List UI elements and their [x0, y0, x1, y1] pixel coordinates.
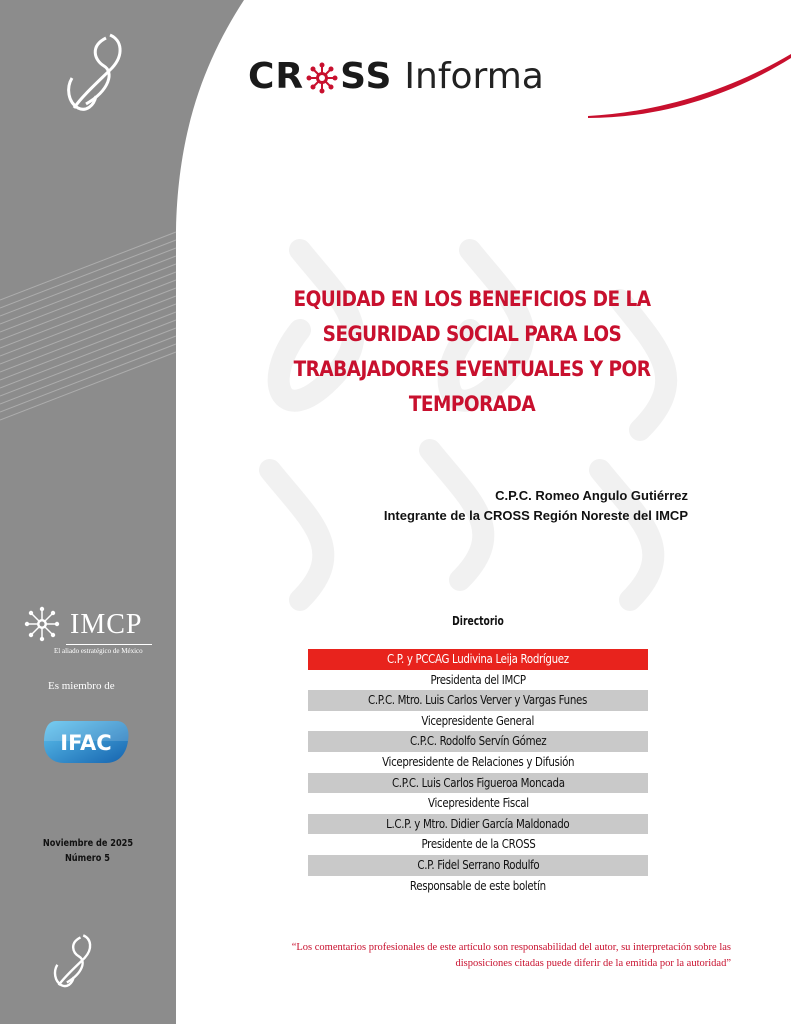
directory-entry-position: [308, 793, 648, 814]
entry-name-text: C.P.C. Mtro. Luis Carlos Verver y Vargas Funes: [368, 692, 588, 708]
directory-entry-name: [308, 814, 648, 835]
brand-informa: Informa: [404, 56, 544, 97]
directory-entry-position: [308, 711, 648, 732]
entry-position-text: Presidente de la CROSS: [421, 836, 535, 852]
directory-entry-name: [308, 649, 648, 670]
directory-entry-position: [308, 670, 648, 691]
entry-name-text: L.C.P. y Mtro. Didier García Maldonado: [386, 815, 570, 831]
ifac-logo-text: IFAC: [60, 731, 112, 755]
entry-name-text: C.P.C. Rodolfo Servín Gómez: [409, 733, 547, 749]
ribbon-logo-icon: [60, 30, 130, 115]
issue-number: [0, 853, 175, 864]
imcp-divider: [66, 644, 152, 645]
imcp-sun-icon: [20, 604, 64, 644]
disclaimer-text: “Los comentarios profesionales de este artículo son responsabilidad del autor, su interpretación sobre las disposiciones citadas puede diferir de la emitida por la autoridad”: [291, 942, 731, 969]
directory-entry-position: [308, 876, 648, 897]
directory-entry-name: [308, 855, 648, 876]
issue-number-text: Número 5: [64, 853, 111, 864]
directory-entry-position: [308, 834, 648, 855]
entry-position-text: Presidenta del IMCP: [430, 671, 526, 687]
imcp-tagline: El aliado estratégico de México: [54, 647, 143, 655]
ifac-globe-icon: [42, 717, 130, 765]
directory-list: [308, 649, 648, 896]
author-block: [384, 486, 688, 526]
directory-entry-position: [308, 752, 648, 773]
imcp-logo-text: IMCP: [70, 609, 143, 640]
entry-position-text: Vicepresidente General: [421, 712, 535, 728]
cross-o-icon: [305, 61, 339, 95]
brand-cross-right: SS: [340, 56, 393, 97]
ribbon-logo-icon: [48, 932, 98, 990]
cross-informa-logo: [248, 56, 544, 97]
directory-heading: Directorio: [452, 614, 504, 628]
brand-cross-left: CR: [248, 56, 305, 97]
entry-name-text: C.P.C. Luis Carlos Figueroa Moncada: [391, 774, 565, 790]
author-name: C.P.C. Romeo Angulo Gutiérrez: [495, 488, 688, 503]
issue-date: [0, 838, 175, 849]
author-role: Integrante de la CROSS Región Noreste del IMCP: [383, 508, 688, 523]
entry-position-text: Responsable de este boletín: [410, 877, 546, 893]
issue-date-text: Noviembre de 2025: [42, 838, 133, 849]
entry-position-text: Vicepresidente de Relaciones y Difusión: [381, 753, 575, 769]
entry-name-text: C.P. y PCCAG Ludivina Leija Rodríguez: [387, 651, 569, 666]
document-title: EQUIDAD EN LOS BENEFICIOS DE LA SEGURIDAD SOCIAL PARA LOS TRABAJADORES EVENTUALES Y POR TEMPORADA: [293, 287, 651, 416]
entry-name-text: C.P. Fidel Serrano Rodulfo: [417, 856, 539, 872]
brand-cross: [248, 56, 392, 97]
member-of-label: Es miembro de: [48, 680, 115, 692]
directory-entry-name: [308, 731, 648, 752]
entry-position-text: Vicepresidente Fiscal: [427, 795, 529, 811]
directory-entry-name: [308, 773, 648, 794]
directory-entry-name: [308, 690, 648, 711]
